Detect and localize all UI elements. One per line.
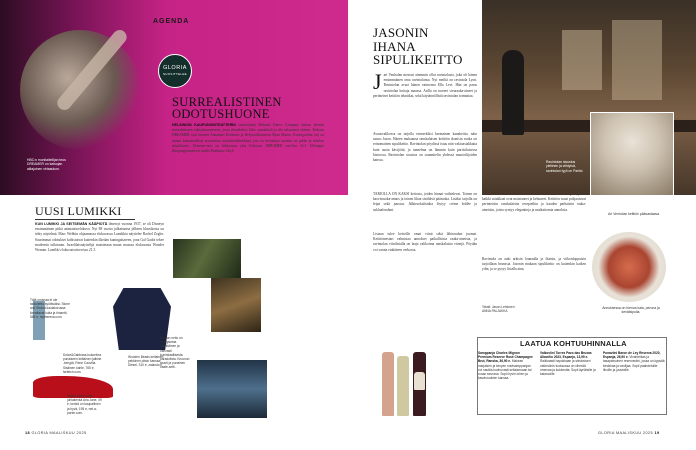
bottle-rose bbox=[382, 352, 394, 416]
movie-still-queen bbox=[173, 239, 241, 278]
jasonin-body-2: Avausvalikossa on tarjolla esimerkiksi kermainen kanakeitto, näin sanoo Jason. Hänen mukaansa ranskalaisen keittiön ikonisin ruoka on erinomainen sipulikeitto. Ravintolan pöydissä istuu niin vakioasiakkaita kuin uusia kävijöitä, ja tunnelma on lämmin kuin pariisilaisessa bistrossa. Ravintolan sisustus on suunniteltu yhdessä muotoilijoiden kanssa. bbox=[373, 132, 477, 163]
laatu-item-2 bbox=[540, 351, 596, 413]
uusi-rule bbox=[35, 219, 135, 220]
jasonin-byline: Teksti: Jason Lehtonen ANNA PALJAKKA bbox=[482, 305, 515, 314]
restaurant-window bbox=[612, 20, 662, 100]
hero-caption: HBC:n monitaiteilijan teos DREAMER on katsojan alitajuinen virtaaukon. bbox=[27, 158, 66, 171]
chef-caption: Ari Venholan keittiön päävastaava. bbox=[607, 212, 661, 216]
surreal-body bbox=[172, 123, 324, 188]
laatu-item-3 bbox=[603, 351, 665, 413]
badge-title: GLORIA bbox=[163, 65, 187, 71]
uusi-credit: Lumikki elokuvateattereissa 21.3. bbox=[47, 248, 97, 253]
restaurant-caption: Ravintolan sisustus ylellinen ja viihtyisä, ravintolan tyyli on Pariisi. bbox=[546, 160, 584, 173]
footer-left bbox=[25, 431, 87, 435]
surreal-title: SURREALISTINEN ODOTUSHUONE bbox=[172, 95, 282, 121]
section-label: AGENDA bbox=[153, 18, 190, 25]
surreal-lead: HELSINGIN KAUPUNGINTEATTERIN bbox=[172, 123, 236, 127]
laatu-item-2-name: Valkoviini Torres Pazo das Bruxas Albariño 2023, Espanja, 13,99 e. bbox=[540, 351, 592, 360]
laatu-item-3-name: Punaviini Baron de Ley Reserva 2020, Espanja, 26,90 e. bbox=[603, 351, 661, 360]
page-number-right: 19 bbox=[654, 431, 660, 435]
movie-still-dwarf bbox=[211, 278, 261, 332]
chef-photo bbox=[590, 112, 674, 196]
jasonin-title: JASONIN IHANA SIPULIKEITTO bbox=[373, 25, 463, 67]
bottle-label bbox=[414, 372, 425, 390]
uusi-body bbox=[35, 222, 164, 282]
footer-left-text: GLORIA MAALISKUU 2025 bbox=[31, 431, 87, 435]
dish-photo bbox=[592, 232, 666, 302]
laatu-item-3-desc: Vivahteikas ja tasapainoinen reservaviini, jossa on kypsää kirsikkaa ja vaniljaa. Sopii paahdetuille lihoille ja juustoille. bbox=[603, 355, 665, 372]
still-caption: Mustan neito on maagisesta päivittäinen ja vahvasti kuninkaallisesta paradolista. Kruunun muoti ja punainen vaate-setti. bbox=[160, 336, 190, 370]
jasonin-body-6: Ravintola on auki arkisin lounaalla ja iltaisin, ja viikonloppuisin tarjoillaan brunssia. Jasonin mukaan sipulikeitto on kuitenkin kaiken ydin, ja se pysyy listalla aina. bbox=[482, 257, 586, 272]
footer-right bbox=[598, 431, 660, 435]
uusi-lead: KUN LUMIKKI JA SEITSEMÄN KÄÄPIÖTÄ bbox=[35, 222, 108, 226]
uusi-title: UUSI LUMIKKI bbox=[35, 204, 122, 218]
uusi-text: ilmestyi vuonna 1937, se oli Disneyn ensimmäinen pitkä animaatioelokuva. Nyt 88 vuotta julkaisunsa jälkeen klassikosta on tehty näytelmä. Marc Webbin ohjaamassa elokuvassa Lumikkia näyttelee Rachel Zegler. Suurimmat odotukset kohistuivat kuitenkin ilkeään kuningattareen, jona Gal Gadot tekee modernin tulkinnan. Israelilaisnäyttelijä muistetaan muun muassa elokuvasta Wonder Woman. bbox=[35, 222, 164, 253]
dropcap: J bbox=[373, 73, 382, 94]
dish-caption: Annoksessa on hienoa kala, peruna ja kevätsipulia. bbox=[602, 306, 660, 315]
restaurant-window bbox=[562, 30, 602, 90]
jasonin-body-3: TARJOLLA ON KAKSI keitosta, joiden hinnat vaihtelevat. Toinen on kasvisruoka-annos ja toinen lihaa sisältävä pääruoka. Lisäksi tarjolla on leipä sekä juustoa. Jälkiruokalistalta löytyy crème brûlée ja suklaafondant. bbox=[373, 192, 477, 212]
laatu-item-2-desc: Raikkaasti hapokkaan ja sitruksisen valkoviinin tuoksussa on vihreää omenaa ja kukkeutta. Sopii äyriäisille ja kalaruoille. bbox=[540, 359, 596, 377]
jasonin-text-1: ari Venholan mestari aiemmin ollut ravintolasta, joka oli hänen ensimmäinen oma ravintolansa. Nyt meiltä on ravintola Lyon. Ravintolan avasi hänen vaimonsa Ella Levi. Hän on paras ravintolan hoitaja maassa. Arilla on tuoreet sivuraaka-aineet ja perinteiset keittiön tekniikat, sekä käytännöllistä ravintolan toimintaa. bbox=[373, 73, 477, 98]
footer-right-text: GLORIA MAALISKUU 2025 bbox=[598, 431, 654, 435]
jasonin-body-5: kaikki asiakkaat ovat maistaneet ja kehuneet. Keittiön ruoat pohjautuvat perinteisiin ranskalaisiin resepteihin ja kauden parhaisiin raaka-aineisiin, joista syntyy elegantteja ja mutkattomia annoksia. bbox=[482, 197, 586, 212]
laatu-item-1 bbox=[478, 351, 534, 413]
bottle-white bbox=[397, 356, 409, 416]
jacket-caption: Wooden Beads keltainen pekkinen pitsin kanssa, Diesel, 310 e, zalando.fi bbox=[128, 355, 164, 368]
laatu-item-1-desc: Makean marjaisen ja kevyen rosésamppanjan voi nauttia kuohuvasti sellaisenaan tai ruoan seurana. Sopii hyvin lohen ja kasvisruokien kanssa. bbox=[478, 359, 532, 381]
restaurant-chef-figure bbox=[502, 50, 524, 135]
badge-subtitle: SUOSITTELEE bbox=[163, 72, 187, 76]
laatu-item-1-name: Samppanja Charles Mignon Premium Reserve Rosé Champagne Brut, Ranska, 36,90 e. bbox=[478, 351, 533, 364]
laatu-title: LAATUA KOHTUUHINNALLA bbox=[520, 339, 627, 348]
shoe2-caption: Aspley Mary Jane -juhlakenkä Aria Jane, 49 e, kenkä on kaupallinen ja hyvä, 195 e, net-a-porter.com. bbox=[67, 394, 102, 415]
shoe-caption: Dolce&Gabbana-kokoelma punaiseen keltainen jalkine -kengät, Rene Caovilla. Sisäinen kahle, 765 e, farfetch.com. bbox=[63, 353, 102, 374]
movie-still-snowwhite bbox=[197, 360, 267, 418]
surreal-credit: DREAMER ensi-ilta 16.3. Helsingin Kaupunginteatterin studio Pasilassa. hkt.fi. bbox=[172, 143, 324, 154]
necklace-caption: Tätä omenaa ei ole tarkoitettu syötäväksi. Stone and Strand-kaulakorussa kimaltavat kulta ja timantti, 565 e, mytheresa.com. bbox=[30, 298, 70, 319]
surreal-text: tanssiryhmä Helsinki Dance Company kutsuu yleisön surrealistiseen odotushuoneeseen, jossa ihmiskehot, liike, muotikieli ja tila sulautuvat yhteen. Teoksen DREAMER ovat luoneet Annamari Keskinen ja Helynvalkotaiteen Ryan Mason. Koreografina (nr) on saanut kansainvälisiä arvostuttua näyttämötekniikkaa, jota on inventtaja tuotettu on pikku ja tehokas näyttökuvio. Dreamer-teos on liikkuvuus yksi Eriksson. bbox=[172, 123, 324, 148]
jasonin-body-4: Listaan tulee keitoille omat viinit sekä lähiseudun juomat. Keittiömestari valmistaa annokset paikallisista raaka-aineista, ja ravintolan viinilistalla on laaja valikoima ranskalaisia viinejä. Pöydän voi varata etukäteen verkossa. bbox=[373, 232, 477, 252]
page-number-left: 18 bbox=[25, 431, 31, 435]
gloria-recommends-badge bbox=[158, 54, 192, 88]
jasonin-body-1 bbox=[373, 73, 477, 131]
